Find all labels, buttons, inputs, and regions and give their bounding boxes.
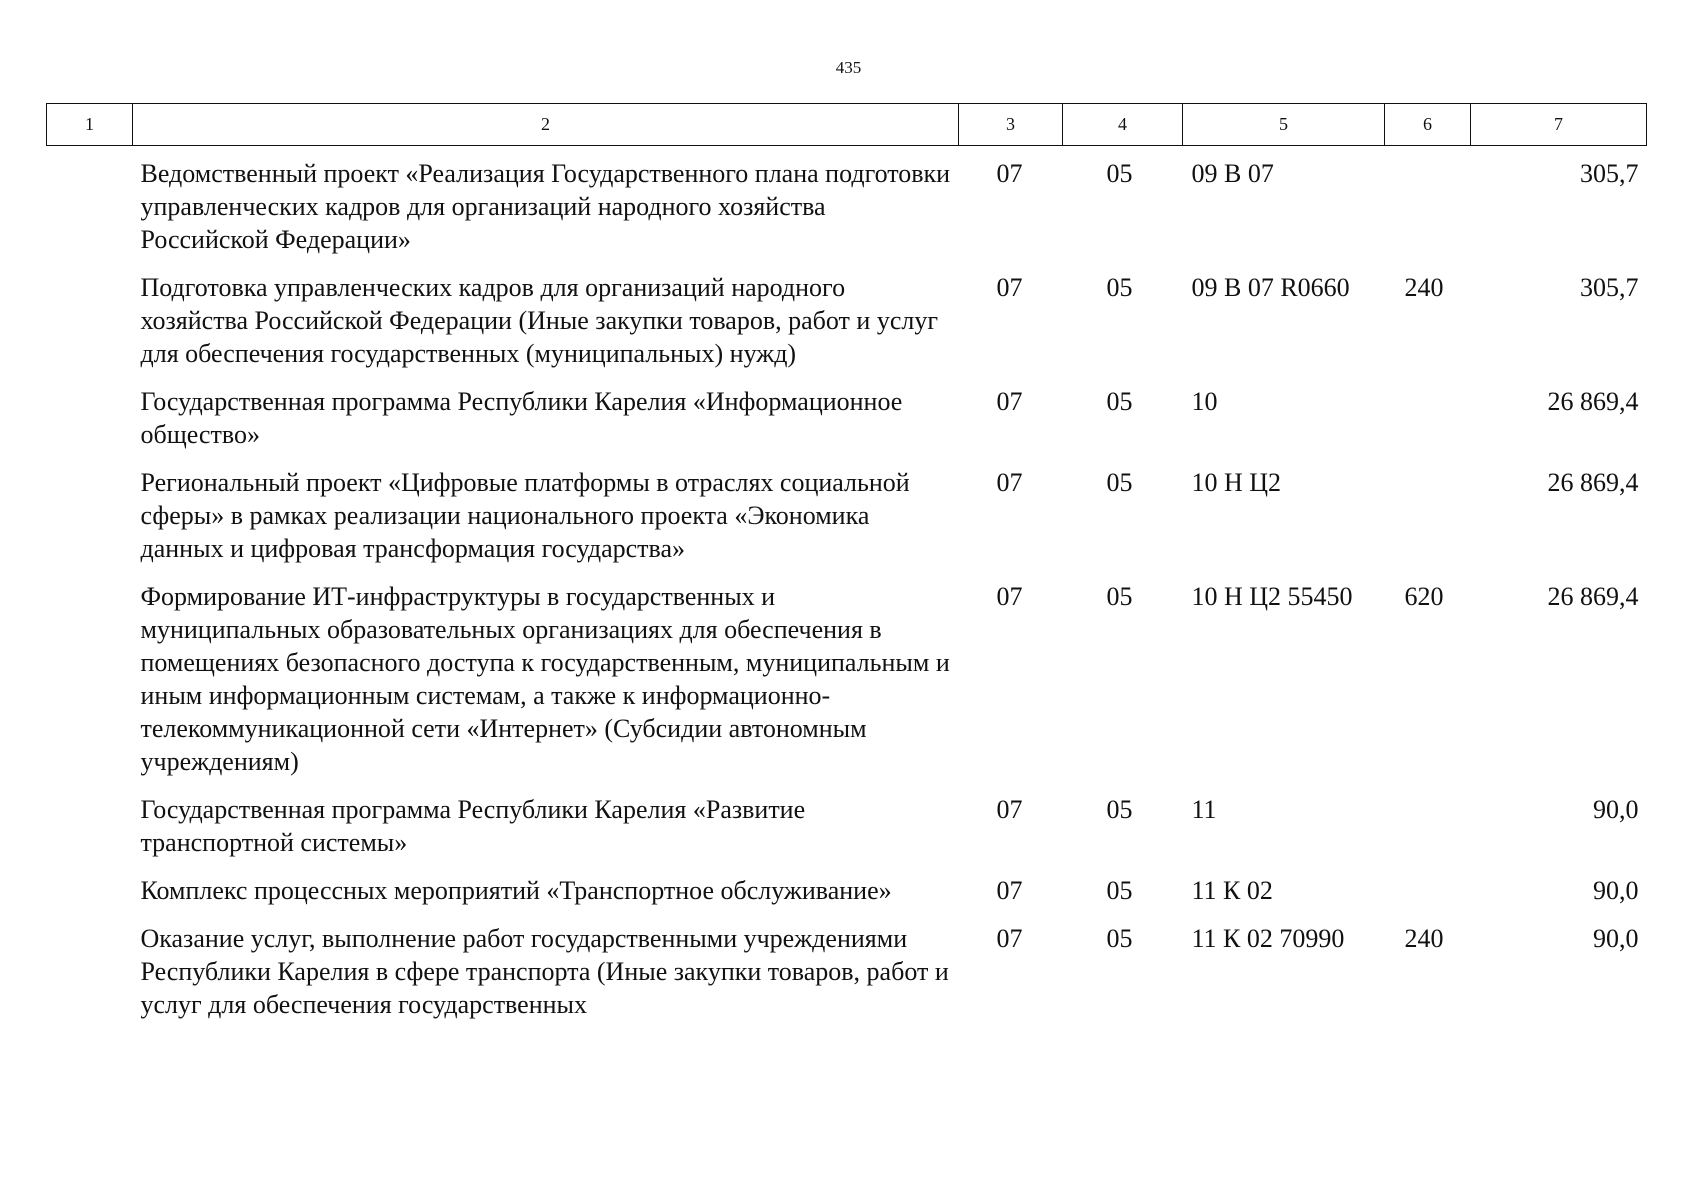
table-row <box>47 580 1647 793</box>
row-number-cell <box>47 271 133 385</box>
table-row <box>47 271 1647 385</box>
row-number-cell <box>47 385 133 466</box>
row-name: Государственная программа Республики Карелия «Информационное общество» <box>140 387 903 449</box>
budget-table <box>46 103 1647 1036</box>
row-section: 07 <box>996 387 1023 416</box>
table-row <box>47 874 1647 922</box>
row-name: Оказание услуг, выполнение работ государственными учреждениями Республики Карелия в сфере транспорта (Иные закупки товаров, работ и услуг для обеспечения государственных <box>140 924 949 1019</box>
row-number-cell <box>47 922 133 1036</box>
column-header-4: 4 <box>1063 104 1183 146</box>
column-header-3: 3 <box>959 104 1063 146</box>
table-header-row <box>47 104 1647 146</box>
row-amount: 90,0 <box>1593 795 1639 824</box>
row-section: 07 <box>996 795 1023 824</box>
row-section: 07 <box>996 273 1023 302</box>
row-subsection: 05 <box>1106 795 1133 824</box>
table-row <box>47 466 1647 580</box>
column-header-2: 2 <box>133 104 959 146</box>
row-expense-type: 240 <box>1404 273 1444 302</box>
row-name: Государственная программа Республики Карелия «Развитие транспортной системы» <box>140 795 806 857</box>
row-name: Региональный проект «Цифровые платформы в отраслях социальной сферы» в рамках реализации национального проекта «Экономика данных и цифровая трансформация государства» <box>140 468 910 563</box>
row-target-article: 11 К 02 70990 <box>1191 924 1345 953</box>
column-header-6: 6 <box>1385 104 1471 146</box>
row-target-article: 10 Н Ц2 55450 <box>1191 582 1353 611</box>
row-target-article: 11 <box>1191 795 1217 824</box>
table-row <box>47 922 1647 1036</box>
row-subsection: 05 <box>1106 387 1133 416</box>
row-target-article: 10 <box>1191 387 1218 416</box>
row-expense-type <box>1385 466 1471 580</box>
row-number-cell <box>47 793 133 874</box>
row-amount: 26 869,4 <box>1547 582 1639 611</box>
row-section: 07 <box>996 876 1023 905</box>
row-target-article: 10 Н Ц2 <box>1191 468 1282 497</box>
row-subsection: 05 <box>1106 468 1133 497</box>
row-expense-type: 620 <box>1404 582 1444 611</box>
row-subsection: 05 <box>1106 924 1133 953</box>
column-header-7: 7 <box>1471 104 1647 146</box>
row-amount: 305,7 <box>1580 159 1639 188</box>
row-name: Комплекс процессных мероприятий «Транспортное обслуживание» <box>140 876 892 905</box>
row-amount: 26 869,4 <box>1547 387 1639 416</box>
row-expense-type <box>1385 874 1471 922</box>
table-row <box>47 793 1647 874</box>
row-expense-type <box>1385 793 1471 874</box>
table-row <box>47 146 1647 272</box>
row-subsection: 05 <box>1106 159 1133 188</box>
row-expense-type <box>1385 146 1471 272</box>
row-target-article: 11 К 02 <box>1191 876 1273 905</box>
column-header-1: 1 <box>47 104 133 146</box>
row-number-cell <box>47 466 133 580</box>
row-name: Формирование ИТ-инфраструктуры в государственных и муниципальных образовательных организациях для обеспечения в помещениях безопасного доступа к государственным, муниципальным и иным информационным системам, а также к информационно-телекоммуникационной сети «Интернет» (Субсидии автономным учреждениям) <box>140 582 950 776</box>
page-number: 435 <box>835 58 862 77</box>
row-number-cell <box>47 580 133 793</box>
table-row <box>47 385 1647 466</box>
row-section: 07 <box>996 924 1023 953</box>
row-target-article: 09 В 07 R0660 <box>1191 273 1350 302</box>
row-amount: 305,7 <box>1580 273 1639 302</box>
row-section: 07 <box>996 468 1023 497</box>
row-subsection: 05 <box>1106 582 1133 611</box>
row-amount: 90,0 <box>1593 924 1639 953</box>
row-number-cell <box>47 146 133 272</box>
row-section: 07 <box>996 159 1023 188</box>
column-header-5: 5 <box>1183 104 1385 146</box>
row-target-article: 09 В 07 <box>1191 159 1274 188</box>
row-amount: 90,0 <box>1593 876 1639 905</box>
row-expense-type: 240 <box>1404 924 1444 953</box>
row-number-cell <box>47 874 133 922</box>
row-subsection: 05 <box>1106 876 1133 905</box>
row-section: 07 <box>996 582 1023 611</box>
row-expense-type <box>1385 385 1471 466</box>
row-name: Подготовка управленческих кадров для организаций народного хозяйства Российской Федерации (Иные закупки товаров, работ и услуг для обеспечения государственных (муниципальных) нужд) <box>140 273 938 368</box>
row-amount: 26 869,4 <box>1547 468 1639 497</box>
row-name: Ведомственный проект «Реализация Государственного плана подготовки управленческих кадров для организаций народного хозяйства Российской Федерации» <box>140 159 951 254</box>
row-subsection: 05 <box>1106 273 1133 302</box>
